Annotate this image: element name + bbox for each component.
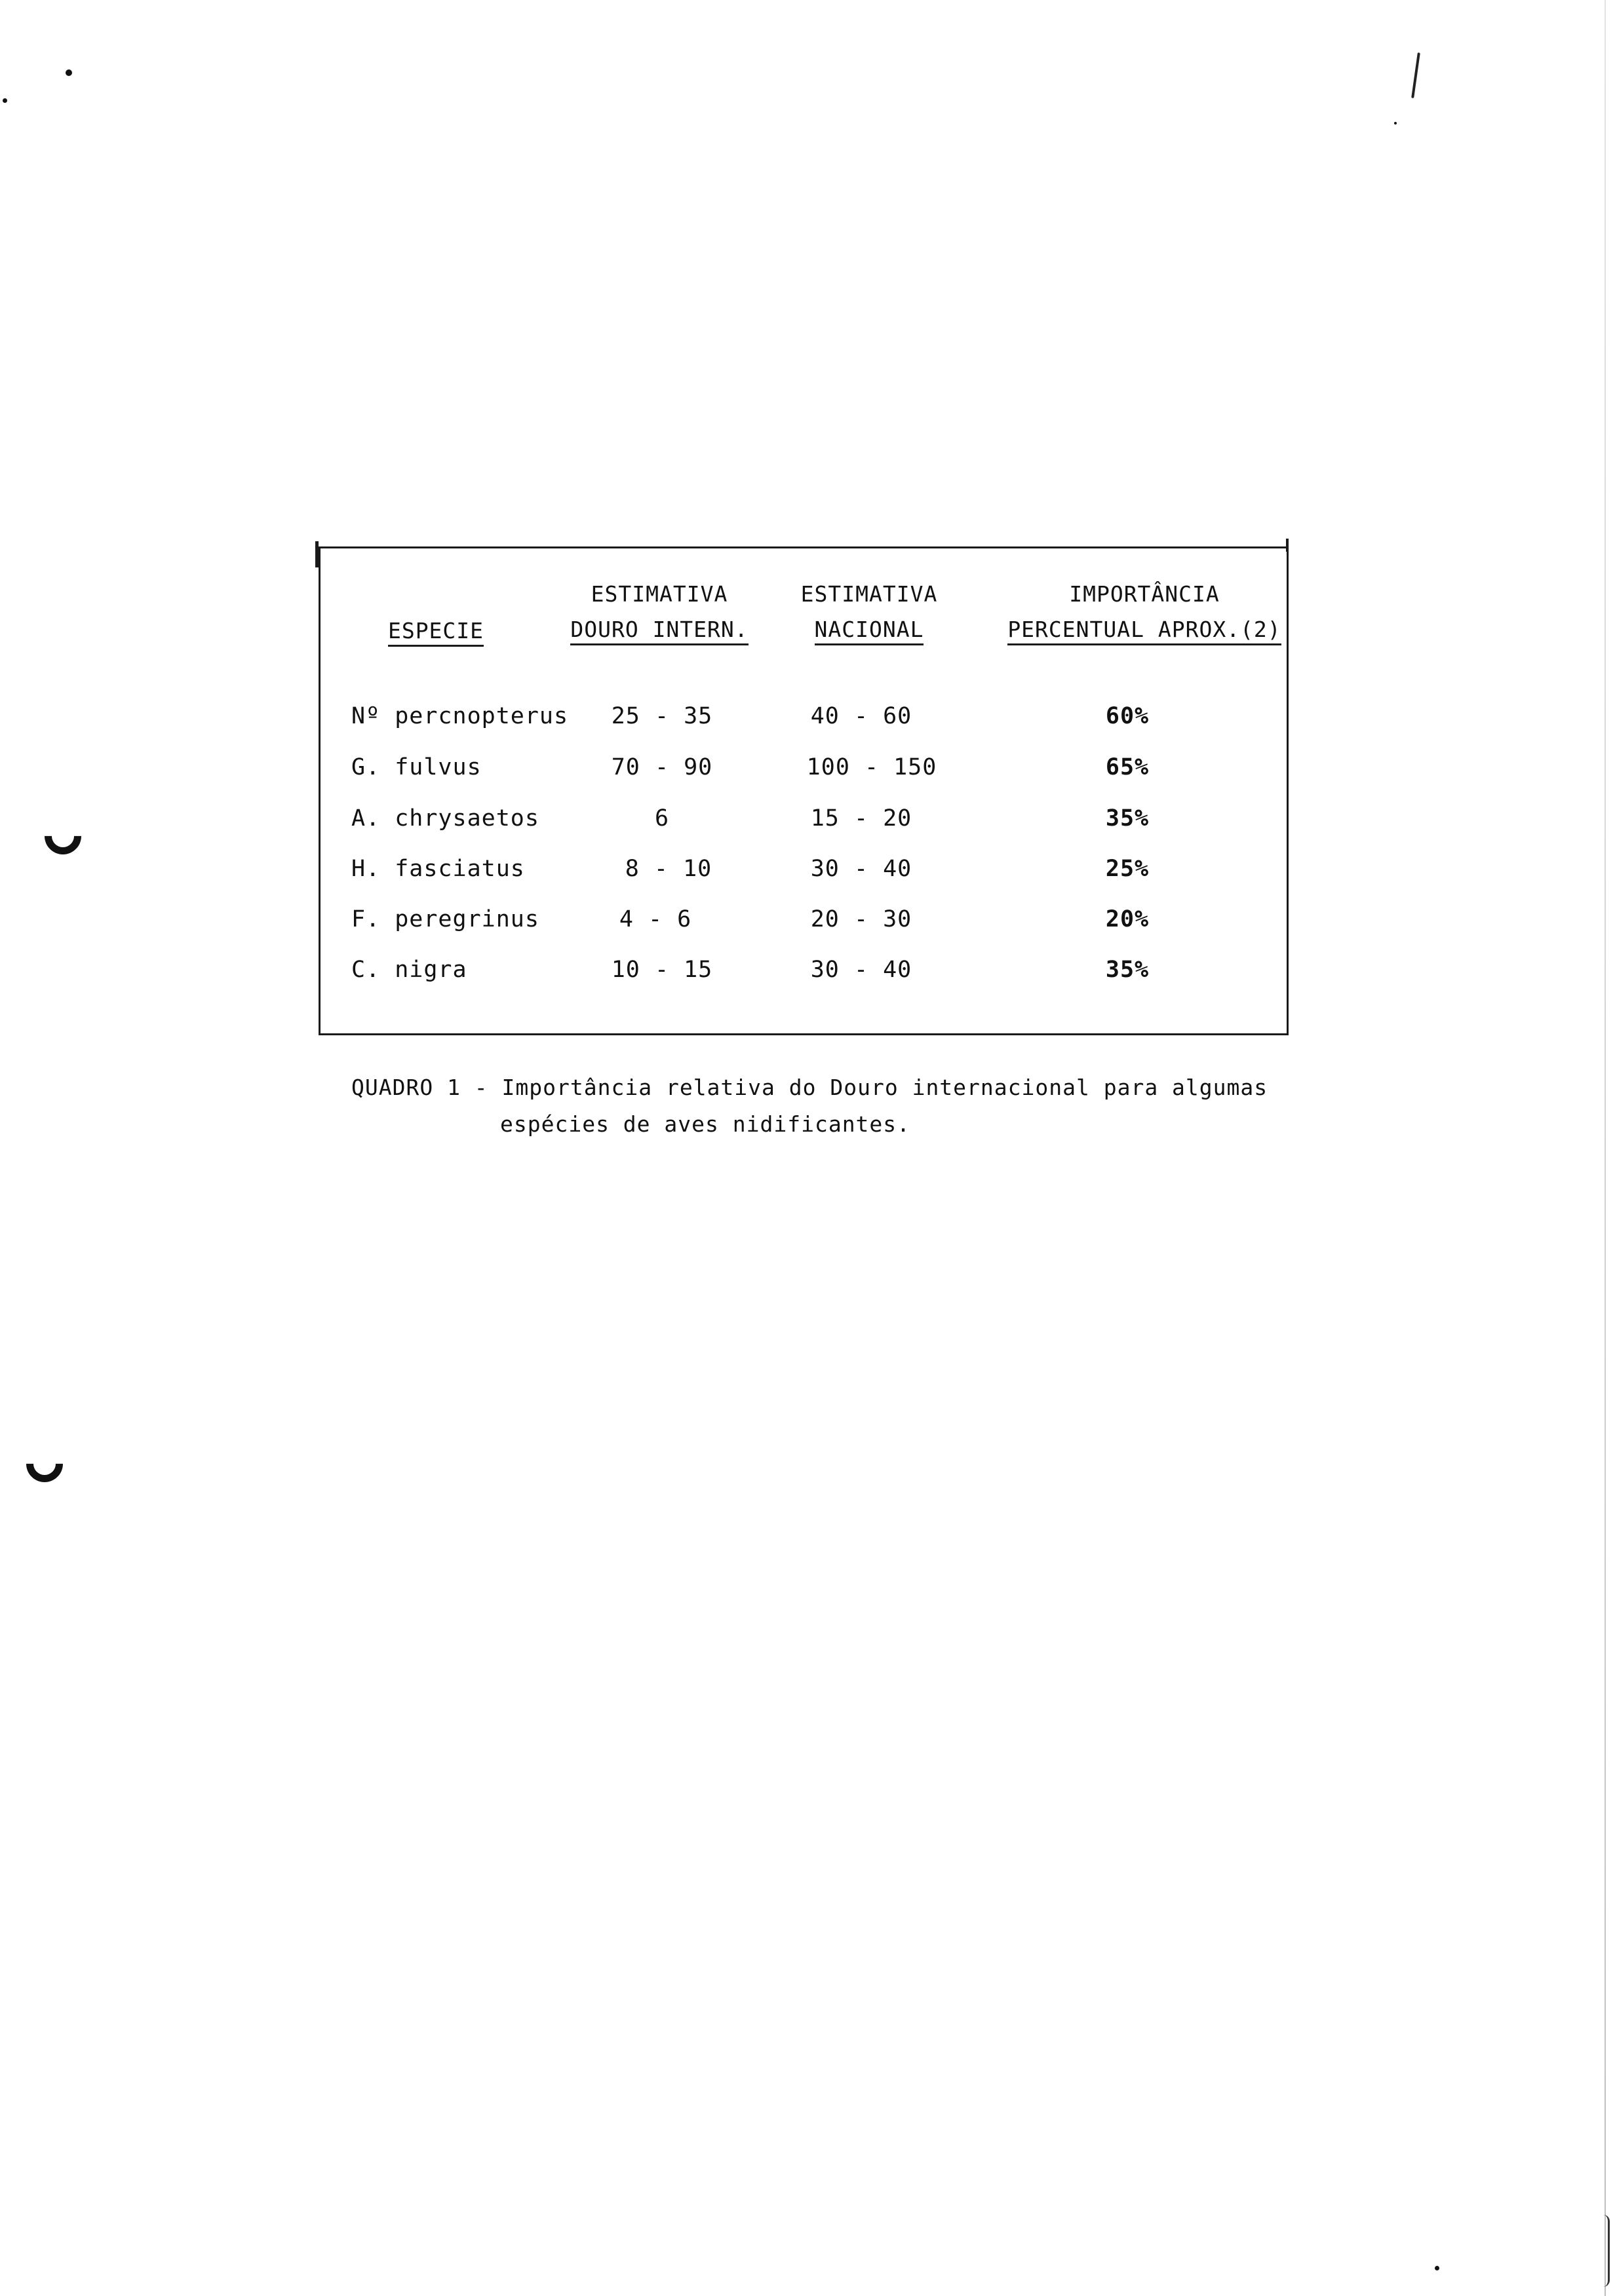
page-edge-bracket <box>1603 2215 1610 2287</box>
row-douro-estimate: 6 <box>654 805 670 832</box>
header-national-line2: NACIONAL <box>815 617 924 645</box>
row-importance: 65% <box>1105 754 1150 780</box>
row-species: H. fasciatus <box>351 856 525 882</box>
scan-dot <box>66 69 72 76</box>
caption-line2: espécies de aves nidificantes. <box>500 1111 911 1137</box>
row-douro-estimate: 4 - 6 <box>619 906 692 932</box>
header-national-line1: ESTIMATIVA <box>800 581 938 607</box>
row-species: C. nigra <box>351 957 467 983</box>
punch-hole-mark <box>18 1438 70 1489</box>
scan-dot <box>1394 122 1397 124</box>
page-edge-shadow <box>1605 0 1606 2296</box>
scan-dot <box>1435 2266 1439 2270</box>
table-caption <box>351 1069 1268 1143</box>
row-national-estimate: 15 - 20 <box>810 805 912 832</box>
row-douro-estimate: 10 - 15 <box>611 957 713 983</box>
row-national-estimate: 30 - 40 <box>810 957 912 983</box>
row-national-estimate: 20 - 30 <box>810 906 912 932</box>
punch-hole-mark <box>37 810 88 862</box>
row-importance: 20% <box>1105 906 1150 932</box>
row-species: Nº percnopterus <box>351 703 569 729</box>
caption-line1: QUADRO 1 - Importância relativa do Douro internacional para algumas <box>351 1075 1268 1100</box>
row-douro-estimate: 25 - 35 <box>611 703 713 729</box>
header-national <box>784 577 954 647</box>
row-importance: 35% <box>1105 805 1150 832</box>
header-douro-line1: ESTIMATIVA <box>591 581 728 607</box>
row-douro-estimate: 70 - 90 <box>611 754 713 780</box>
row-national-estimate: 40 - 60 <box>810 703 912 729</box>
header-douro-line2: DOURO INTERN. <box>570 617 748 645</box>
margin-slash-mark <box>1411 52 1420 98</box>
header-species-label: ESPECIE <box>388 618 484 647</box>
row-species: A. chrysaetos <box>351 805 539 832</box>
row-importance: 25% <box>1105 856 1150 882</box>
header-douro <box>568 577 751 647</box>
row-species: F. peregrinus <box>351 906 539 932</box>
header-importance-line2: PERCENTUAL APROX.(2) <box>1007 617 1281 645</box>
header-importance-line1: IMPORTÂNCIA <box>1069 581 1220 607</box>
header-importance <box>1007 577 1282 647</box>
header-species <box>387 613 485 649</box>
row-species: G. fulvus <box>351 754 482 780</box>
row-douro-estimate: 8 - 10 <box>625 856 712 882</box>
row-national-estimate: 30 - 40 <box>810 856 912 882</box>
scan-dot <box>3 98 7 103</box>
row-importance: 60% <box>1105 703 1150 729</box>
row-importance: 35% <box>1105 957 1150 983</box>
row-national-estimate: 100 - 150 <box>806 754 937 780</box>
